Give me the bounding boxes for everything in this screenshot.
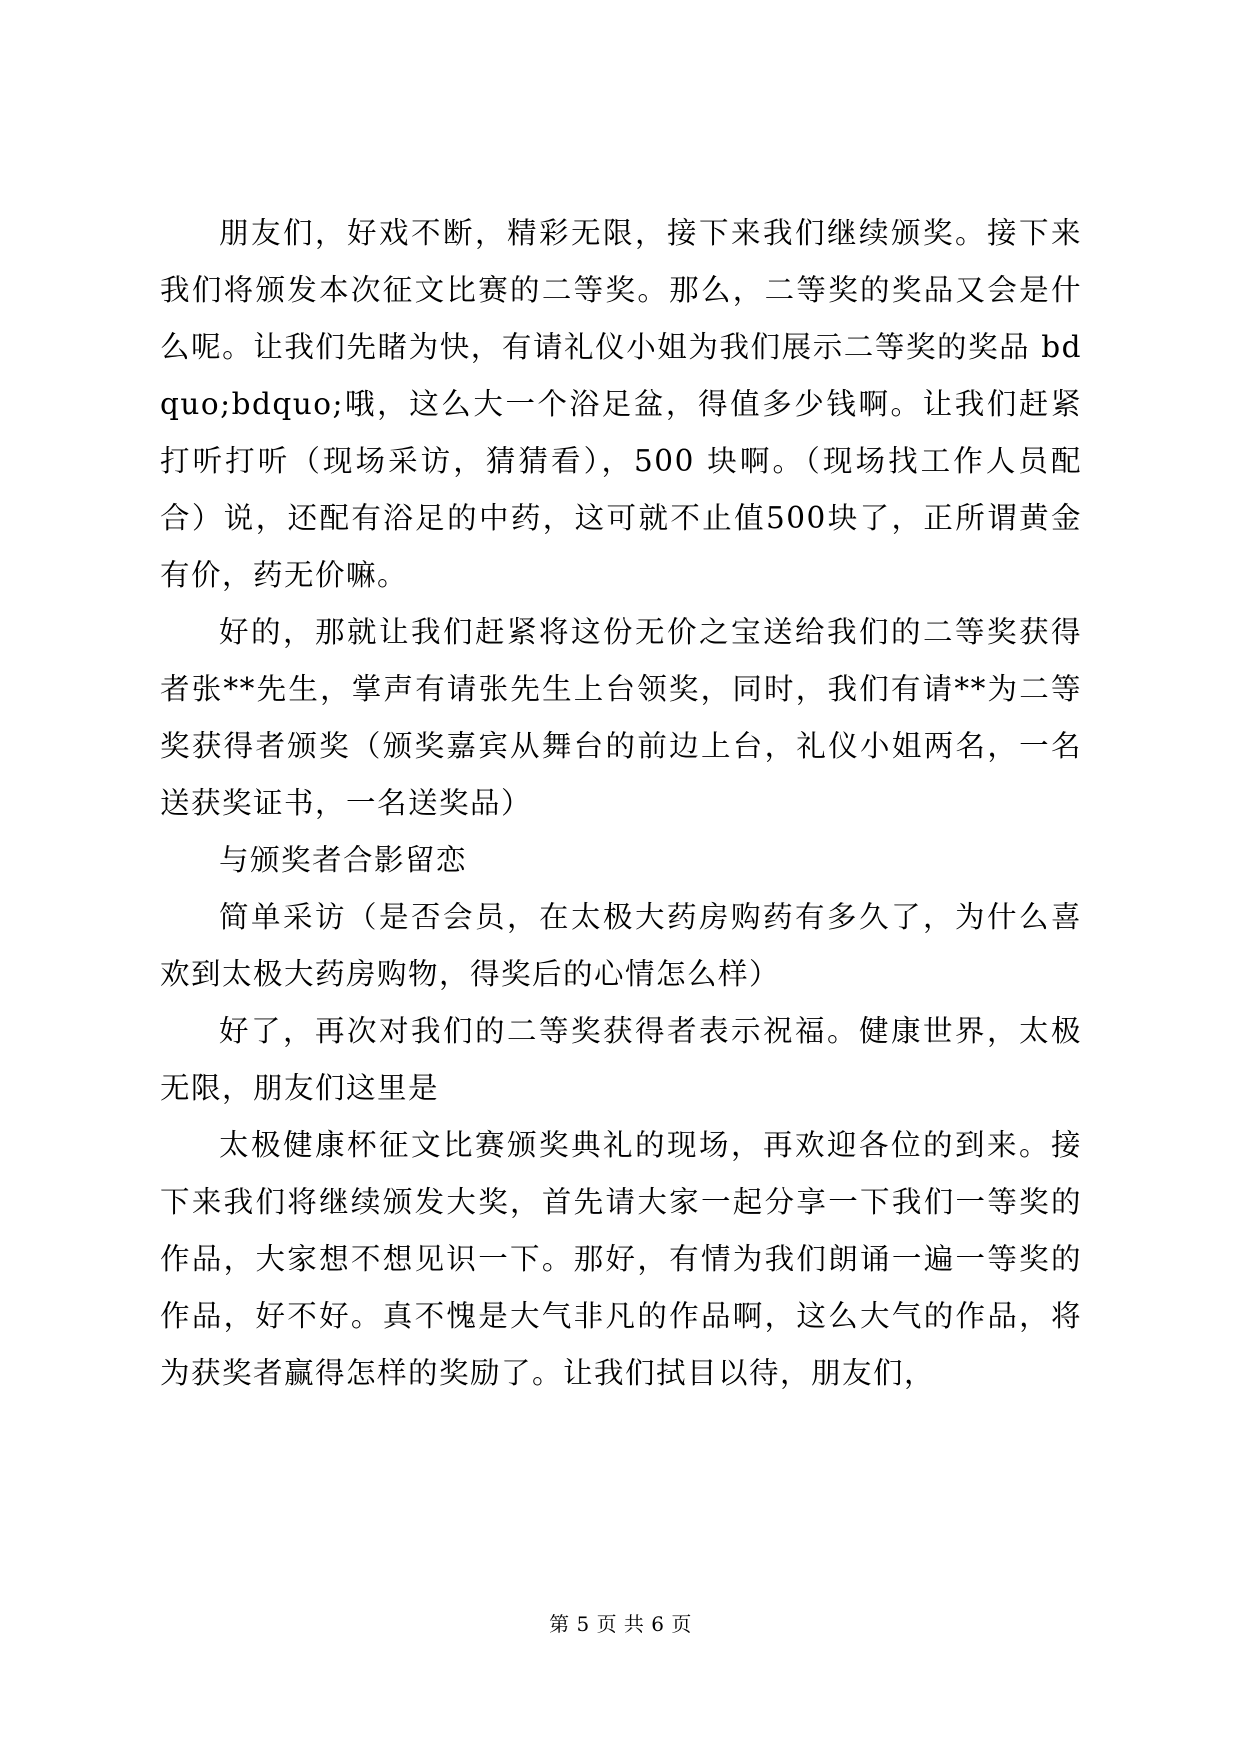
document-body (160, 205, 1082, 1402)
paragraph-blessing: 好了，再次对我们的二等奖获得者表示祝福。健康世界，太极无限，朋友们这里是 (160, 1014, 1082, 1105)
paragraph-second-prize-winner: 好的，那就让我们赶紧将这份无价之宝送给我们的二等奖获得者张**先生，掌声有请张先生上台领奖，同时，我们有请**为二等奖获得者颁奖（颁奖嘉宾从舞台的前边上台，礼仪小姐两名，一名送获奖证书，一名送奖品） (160, 615, 1082, 820)
paragraph-award-second-prize-intro: 朋友们，好戏不断，精彩无限，接下来我们继续颁奖。接下来我们将颁发本次征文比赛的二等奖。那么，二等奖的奖品又会是什么呢。让我们先睹为快，有请礼仪小姐为我们展示二等奖的奖品 bdquo;bdquo;哦，这么大一个浴足盆，得值多少钱啊。让我们赶紧打听打听（现场采访，猜猜看），500 块啊。（现场找工作人员配合）说，还配有浴足的中药，这可就不止值500块了，正所谓黄金有价，药无价嘛。 (160, 216, 1082, 592)
page-number-footer: 第 5 页 共 6 页 (549, 1612, 692, 1636)
paragraph-first-prize-intro: 太极健康杯征文比赛颁奖典礼的现场，再欢迎各位的到来。接下来我们将继续颁发大奖，首先请大家一起分享一下我们一等奖的作品，大家想不想见识一下。那好，有情为我们朗诵一遍一等奖的作品，好不好。真不愧是大气非凡的作品啊，这么大气的作品，将为获奖者赢得怎样的奖励了。让我们拭目以待，朋友们， (160, 1128, 1082, 1390)
paragraph-interview: 简单采访（是否会员，在太极大药房购药有多久了，为什么喜欢到太极大药房购物，得奖后的心情怎么样） (160, 900, 1082, 991)
paragraph-group-photo: 与颁奖者合影留恋 (219, 843, 468, 877)
